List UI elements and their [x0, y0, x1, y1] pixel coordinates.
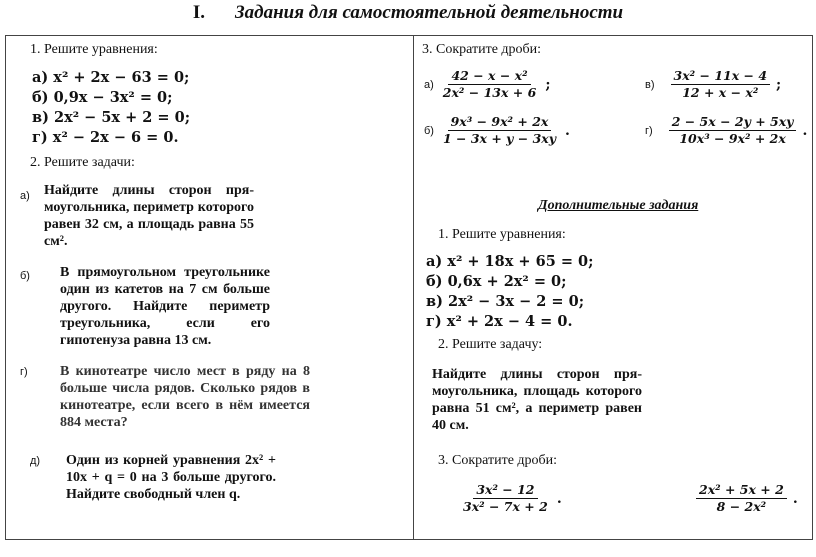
section-heading: 3. Сократите дроби:	[422, 42, 542, 57]
fraction-item: г) $\frac{2 - 5x - 2y + 5xy}{\text{10x³ − 9x² + 2x}}$ .	[645, 114, 808, 146]
equation: в) 2x² − 5x + 2 = 0;	[32, 109, 191, 126]
problem-label: г)	[20, 366, 28, 378]
equation-list	[32, 68, 190, 148]
equation: г) x² + 2x − 4 = 0.	[426, 313, 573, 330]
section-heading: 2. Решите задачу:	[438, 337, 543, 352]
section-heading: 3. Сократите дроби:	[438, 453, 558, 468]
fraction-item: $\frac{\text{3x² − 12}}{\text{3x² − 7x + 2}}$ .	[460, 482, 562, 515]
problem-label: д)	[30, 455, 41, 467]
section-heading: 2. Решите задачи:	[30, 155, 135, 170]
fraction: $\frac{2 - 5x - 2y + 5xy}{\text{10x³ − 9x² + 2x}}$	[669, 114, 797, 147]
equation-list	[426, 252, 593, 332]
fraction-item: а) $\frac{\text{42 − x − x²}}{\text{2x² − 13x + 6}}$ ;	[424, 68, 551, 100]
fraction: $\frac{\text{42 − x − x²}}{\text{2x² − 13x + 6}}$	[442, 68, 537, 100]
section-heading: 1. Решите уравнения:	[30, 42, 158, 57]
problem-text: В кинотеатре число мест в ряду на 8 больше числа рядов. Сколько рядов в кинотеатре, если всего в нём имеется 884 места?	[60, 364, 310, 430]
problem-text: В прямоугольном треугольнике один из катетов на 7 см больше другого. Найдите периметр треугольника, если его гипотенуза равна 13 см.	[60, 265, 270, 348]
problem-text: Найдите длины сторон прямоугольника, площадь которого равна 51 см², а периметр равен 40 см.	[432, 367, 642, 433]
equation: в) 2x² − 3x − 2 = 0;	[426, 293, 585, 310]
equation: б) 0,9x − 3x² = 0;	[32, 89, 173, 106]
fraction: $\frac{\text{9x³ − 9x² + 2x}}{1 - 3x + y - 3xy}$	[442, 114, 557, 146]
fraction-item: б) $\frac{\text{9x³ − 9x² + 2x}}{1 - 3x + y - 3xy}$ .	[424, 114, 570, 146]
problem-label: а)	[20, 190, 30, 202]
fraction: $\frac{\text{2x² + 5x + 2}}{\text{8 − 2x²}}$	[696, 482, 787, 515]
fraction-item: $\frac{\text{2x² + 5x + 2}}{\text{8 − 2x²}}$ .	[696, 482, 798, 515]
equation: г) x² − 2x − 6 = 0.	[32, 129, 179, 146]
equation: а) x² + 2x − 63 = 0;	[32, 69, 190, 86]
fraction: $\frac{\text{3x² − 12}}{\text{3x² − 7x + 2}}$	[463, 482, 548, 514]
section-heading: 1. Решите уравнения:	[438, 227, 566, 242]
equation: а) x² + 18x + 65 = 0;	[426, 253, 594, 270]
fraction: $\frac{\text{3x² − 11x − 4}}{\text{12 + x − x²}}$	[671, 68, 771, 101]
fraction-item: в) $\frac{\text{3x² − 11x − 4}}{\text{12 + x − x²}}$ ;	[645, 68, 782, 100]
equation: б) 0,6x + 2x² = 0;	[426, 273, 567, 290]
problem-text: Найдите длины сторон прямоугольника, периметр которого равен 32 см, а площадь равна 55 см².	[44, 183, 254, 249]
problem-label: б)	[20, 270, 30, 282]
page-title: I. Задания для самостоятельной деятельности	[192, 2, 624, 23]
problem-text: Один из корней уравнения 2x² + 10x + q = 0 на 3 больше другого. Найдите свободный член q.	[66, 453, 276, 502]
extra-tasks-heading: Дополнительные задания	[538, 198, 699, 213]
